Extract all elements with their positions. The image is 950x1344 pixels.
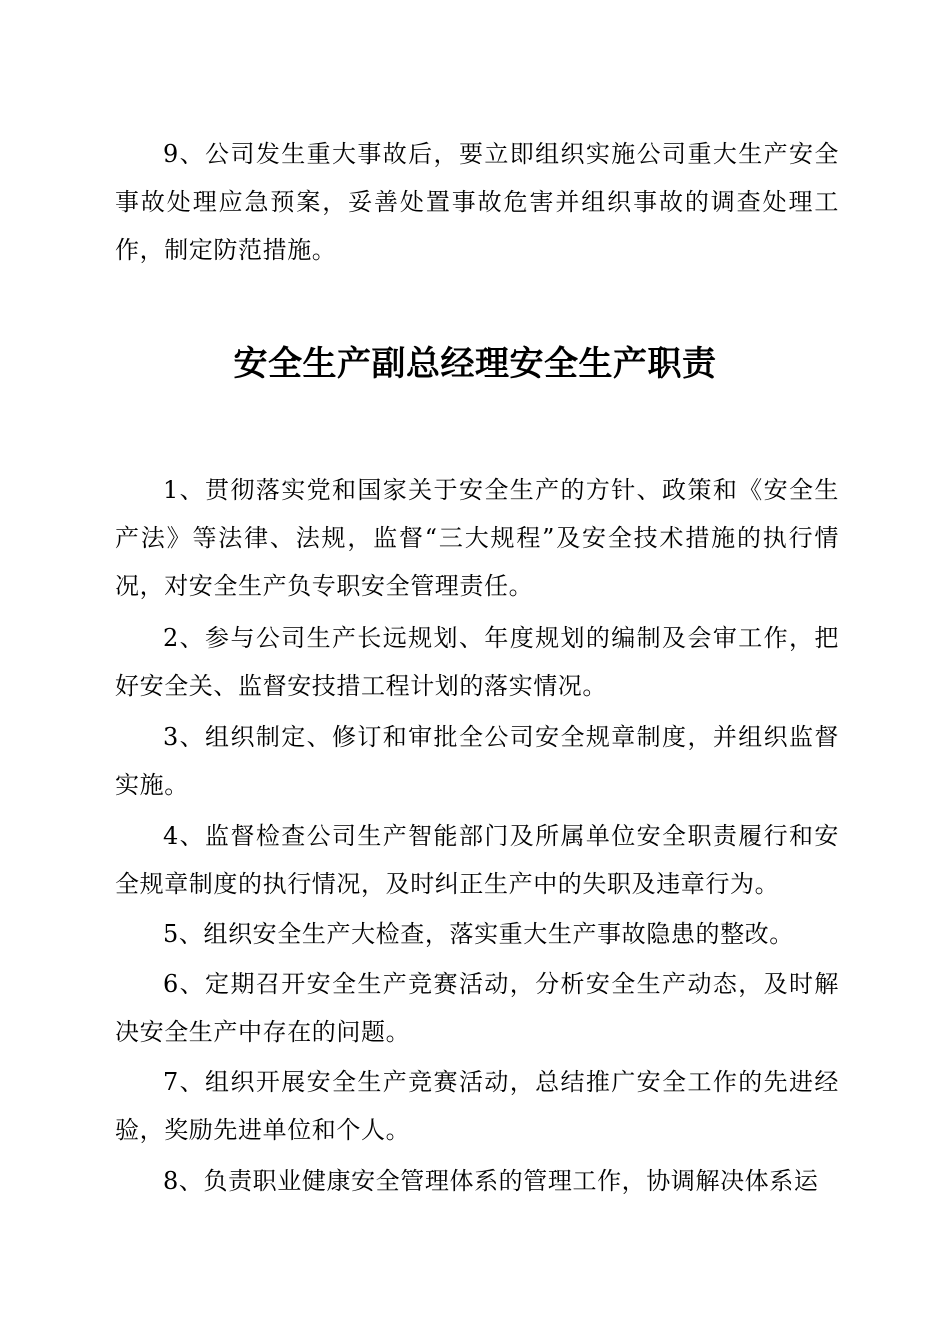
list-item: 5、组织安全生产大检查，落实重大生产事故隐患的整改。 (163, 920, 794, 948)
list-item: 1、贯彻落实党和国家关于安全生产的方针、政策和《安全生产法》等法律、法规，监督“三大规程”及安全技术措施的执行情况，对安全生产负专职安全管理责任。 (115, 476, 839, 600)
list-item: 6、定期召开安全生产竞赛活动，分析安全生产动态，及时解决安全生产中存在的问题。 (115, 970, 839, 1046)
list-item: 8、负责职业健康安全管理体系的管理工作，协调解决体系运 (163, 1167, 819, 1195)
list-item: 7、组织开展安全生产竞赛活动，总结推广安全工作的先进经验，奖励先进单位和个人。 (115, 1068, 839, 1144)
list-item: 2、参与公司生产长远规划、年度规划的编制及会审工作，把好安全关、监督安技措工程计划的落实情况。 (115, 624, 839, 700)
paragraph-item-9: 9、公司发生重大事故后，要立即组织实施公司重大生产安全事故处理应急预案，妥善处置事故危害并组织事故的调查处理工作，制定防范措施。 (115, 140, 839, 264)
list-item: 4、监督检查公司生产智能部门及所属单位安全职责履行和安全规章制度的执行情况，及时纠正生产中的失职及违章行为。 (115, 822, 839, 898)
list-item: 3、组织制定、修订和审批全公司安全规章制度，并组织监督实施。 (115, 723, 839, 799)
section-title: 安全生产副总经理安全生产职责 (233, 344, 717, 384)
